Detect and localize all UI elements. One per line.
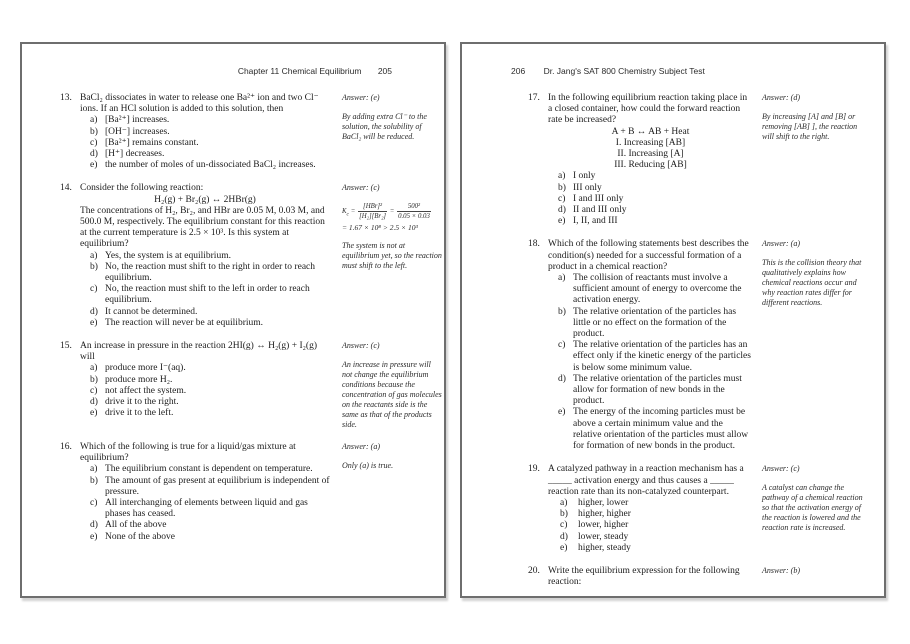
- choice-c: [80, 284, 330, 306]
- choice-letter: b): [90, 475, 98, 486]
- choice-text: The energy of the incoming particles must be above a certain minimum value and the relative orientation of the particles must allow for formation of new bonds in the product.: [573, 407, 749, 452]
- choice-text: higher, steady: [578, 542, 631, 553]
- fraction-expression: [358, 202, 387, 221]
- question-body: [548, 93, 753, 227]
- choice-letter: c): [558, 193, 566, 204]
- answer-margin: [762, 93, 868, 227]
- choice-text: [Ba²⁺] remains constant.: [105, 137, 199, 148]
- choice-letter: c): [90, 137, 98, 148]
- question-16: [60, 442, 444, 543]
- answer-label: Answer: (b): [762, 565, 800, 575]
- choice-text: All of the above: [105, 520, 167, 531]
- choice-c: [80, 138, 330, 149]
- choice-c: [548, 340, 753, 374]
- choice-text: higher, higher: [578, 509, 631, 520]
- choice-letter: a): [90, 363, 98, 374]
- fraction-denominator: 0.05 × 0.03: [398, 213, 430, 221]
- choice-letter: d): [558, 205, 566, 216]
- choice-b: [80, 375, 330, 386]
- page-number: 205: [377, 66, 392, 76]
- choice-d: [80, 397, 330, 408]
- answer-margin: [342, 442, 442, 543]
- choice-a: [80, 115, 330, 126]
- page-header-left: [22, 66, 444, 76]
- question-stem: BaCl₂ dissociates in water to release one Ba²⁺ ion and two Cl⁻ ions. If an HCl solution is added to this solution, then: [80, 93, 319, 115]
- choice-text: [Ba²⁺] increases.: [105, 115, 170, 126]
- choice-a: [548, 498, 753, 509]
- choice-text: drive it to the right.: [105, 397, 179, 408]
- choice-letter: b): [90, 261, 98, 272]
- question-stem: Which of the following is true for a liquid/gas mixture at equilibrium?: [80, 442, 296, 464]
- question-number: 20.: [528, 565, 540, 576]
- choice-letter: e): [90, 160, 98, 171]
- choice-letter: b): [90, 374, 98, 385]
- answer-label: Answer: (a): [762, 239, 800, 249]
- answer-note: Only (a) is true.: [342, 461, 394, 471]
- choice-b: [80, 262, 330, 284]
- page-header-right: [462, 66, 884, 76]
- choice-c: [80, 498, 330, 520]
- choice-text: II and III only: [573, 205, 627, 216]
- choice-text: III only: [573, 182, 602, 193]
- answer-margin: [342, 183, 442, 329]
- choice-text: [H⁺] decreases.: [105, 149, 165, 160]
- choice-text: not affect the system.: [105, 385, 187, 396]
- choice-text: All interchanging of elements between liquid and gas phases has ceased.: [105, 498, 308, 520]
- question-15: [60, 341, 444, 430]
- choice-letter: d): [90, 149, 98, 160]
- question-18: [528, 239, 884, 452]
- choice-text: lower, steady: [578, 531, 629, 542]
- equals-sign: =: [350, 208, 356, 216]
- roman-item-3: III. Reducing [AB]: [614, 160, 687, 171]
- question-stem: An increase in pressure in the reaction 2HI(g) ↔ H₂(g) + I₂(g) will: [80, 341, 317, 363]
- question-body: [548, 239, 753, 452]
- kc-subscript: c: [346, 211, 350, 218]
- choice-text: The reaction will never be at equilibrium.: [105, 317, 264, 328]
- answer-margin: [762, 464, 868, 554]
- choice-a: [80, 464, 330, 475]
- question-number: 14.: [60, 183, 72, 194]
- choice-letter: e): [558, 216, 566, 227]
- choice-e: [548, 543, 753, 554]
- choice-d: [80, 307, 330, 318]
- question-19: [528, 464, 884, 554]
- choice-letter: d): [90, 520, 98, 531]
- choice-b: [80, 127, 330, 138]
- choice-e: [80, 408, 330, 419]
- choice-letter: c): [90, 284, 98, 295]
- choice-letter: a): [90, 115, 98, 126]
- answer-note: An increase in pressure will not change the equilibrium conditions because the concentration of gas molecules on the reactants side is the same as that of the products side.: [342, 360, 442, 430]
- choice-text: The equilibrium constant is dependent on temperature.: [105, 464, 313, 475]
- answer-note: A catalyst can change the pathway of a chemical reaction so that the activation energy of the reaction is lowered and the reaction rate is increased.: [762, 483, 863, 533]
- answer-label: Answer: (a): [342, 442, 380, 452]
- choice-text: I and III only: [573, 193, 624, 204]
- choice-b: [548, 183, 753, 194]
- choice-letter: b): [558, 182, 566, 193]
- choice-letter: a): [90, 250, 98, 261]
- choice-letter: d): [558, 373, 566, 384]
- choice-b: [548, 509, 753, 520]
- choice-letter: b): [558, 306, 566, 317]
- question-17: [528, 93, 884, 227]
- kc-formula: [342, 202, 442, 233]
- answer-margin: [342, 93, 442, 171]
- choice-b: [548, 307, 753, 341]
- roman-item-2: II. Increasing [A]: [617, 149, 684, 160]
- question-body: [548, 464, 753, 554]
- answer-note: By adding extra Cl⁻ to the solution, the solubility of BaCl₂ will be reduced.: [342, 112, 427, 141]
- choice-text: It cannot be determined.: [105, 306, 198, 317]
- choice-d: [80, 520, 330, 531]
- question-body: [80, 442, 330, 543]
- book-page-left: [20, 42, 446, 598]
- choice-text: higher, lower: [578, 497, 629, 508]
- question-stem: In the following equilibrium reaction taking place in a closed container, how could the forward reaction rate be increased?: [548, 93, 748, 126]
- answer-note: By increasing [A] and [B] or removing [AB] ], the reaction will shift to the right.: [762, 112, 858, 141]
- choice-letter: d): [90, 306, 98, 317]
- question-stem: The concentrations of H₂, Br₂, and HBr are 0.05 M, 0.03 M, and 500.0 M, respectively. The equilibrium constant for this reaction at the current temperature is 2.5 × 10³. Is this system at equilibrium?: [80, 205, 325, 250]
- question-number: 16.: [60, 442, 72, 453]
- choice-a: [548, 171, 753, 182]
- question-number: 13.: [60, 93, 72, 103]
- choice-c: [548, 194, 753, 205]
- choice-letter: d): [90, 397, 98, 408]
- choice-text: lower, higher: [578, 520, 629, 531]
- choice-text: The collision of reactants must involve a sufficient amount of energy to overcome the activation energy.: [573, 273, 742, 306]
- answer-label: Answer: (c): [342, 183, 380, 193]
- formula-result: = 1.67 × 10⁸ > 2.5 × 10³: [342, 223, 418, 233]
- answer-label: Answer: (d): [762, 93, 800, 102]
- choice-text: No, the reaction must shift to the left in order to reach equilibrium.: [105, 284, 310, 306]
- question-stem: A catalyzed pathway in a reaction mechanism has a _____ activation energy and thus causes a _____ reaction rate than its non-catalyzed counterpart.: [548, 464, 744, 497]
- fraction-values: [397, 202, 431, 221]
- choice-text: The relative orientation of the particles has an effect only if the kinetic energy of the particles is below some minimum value.: [573, 340, 751, 373]
- page-content-left: [22, 93, 444, 543]
- question-number: 17.: [528, 93, 540, 103]
- choice-text: No, the reaction must shift to the right in order to reach equilibrium.: [105, 261, 315, 284]
- choice-c: [80, 386, 330, 397]
- answer-label: Answer: (e): [342, 93, 380, 102]
- choice-text: produce more H₂.: [105, 374, 173, 385]
- choice-e: [548, 216, 753, 227]
- choice-d: [548, 205, 753, 216]
- answer-note: This is the collision theory that qualitatively explains how chemical reactions occur and why reaction rates differ for different reactions.: [762, 258, 862, 308]
- answer-note: The system is not at equilibrium yet, so the reaction must shift to the left.: [342, 240, 442, 270]
- choice-e: [80, 160, 330, 171]
- question-stem: Consider the following reaction:: [80, 183, 204, 194]
- choice-text: [OH⁻] increases.: [105, 126, 170, 137]
- choice-text: The amount of gas present at equilibrium is independent of pressure.: [105, 475, 330, 497]
- choice-a: [80, 363, 330, 374]
- question-body: [80, 183, 330, 329]
- choice-e: [548, 407, 753, 452]
- choice-d: [80, 149, 330, 160]
- question-stem: Which of the following statements best describes the condition(s) needed for a successful formation of a product in a chemical reaction?: [548, 239, 749, 272]
- kc-symbol: K: [342, 208, 347, 216]
- answer-margin: [762, 566, 868, 588]
- choice-d: [548, 532, 753, 543]
- page-content-right: [462, 93, 884, 588]
- choice-c: [548, 520, 753, 531]
- question-body: [548, 566, 753, 588]
- fraction-numerator: 500²: [397, 202, 431, 212]
- question-20: [528, 566, 884, 588]
- choice-text: Yes, the system is at equilibrium.: [105, 250, 231, 261]
- answer-margin: [762, 239, 868, 452]
- book-page-right: [460, 42, 886, 598]
- choice-b: [80, 476, 330, 498]
- choice-letter: a): [558, 273, 566, 284]
- choice-a: [548, 273, 753, 307]
- question-number: 18.: [528, 239, 540, 250]
- question-number: 19.: [528, 464, 540, 475]
- reaction-equation: A + B ↔ AB + Heat: [611, 126, 690, 137]
- question-number: 15.: [60, 341, 72, 352]
- choice-text: I only: [573, 171, 596, 182]
- question-14: [60, 183, 444, 329]
- choice-letter: e): [90, 531, 98, 542]
- answer-label: Answer: (c): [762, 464, 800, 474]
- fraction-denominator: [H₂][Br₂]: [359, 213, 387, 221]
- choice-e: [80, 318, 330, 329]
- choice-letter: c): [90, 385, 98, 396]
- fraction-numerator: [HBr]²: [358, 202, 387, 212]
- choice-a: [80, 251, 330, 262]
- choice-text: I, II, and III: [573, 216, 618, 227]
- choice-letter: e): [560, 542, 568, 553]
- reaction-equation: H₂(g) + Br₂(g) ↔ 2HBr(g): [154, 194, 256, 205]
- book-title: Dr. Jang's SAT 800 Chemistry Subject Test: [543, 66, 705, 76]
- roman-item-1: I. Increasing [AB]: [615, 137, 686, 148]
- choice-text: produce more I⁻(aq).: [105, 363, 186, 374]
- choice-letter: b): [90, 126, 98, 137]
- choice-letter: e): [90, 408, 98, 419]
- choice-letter: c): [560, 520, 568, 531]
- choice-text: drive it to the left.: [105, 408, 174, 419]
- page-number: 206: [511, 66, 526, 76]
- choice-letter: e): [90, 317, 98, 328]
- choice-letter: a): [558, 171, 566, 182]
- question-body: [80, 341, 330, 430]
- choice-d: [548, 374, 753, 408]
- question-stem: Write the equilibrium expression for the following reaction:: [548, 565, 740, 588]
- choice-letter: c): [90, 498, 98, 509]
- choice-e: [80, 532, 330, 543]
- question-body: [80, 93, 330, 171]
- choice-text: None of the above: [105, 531, 175, 542]
- choice-text: The relative orientation of the particles must allow for formation of new bonds in the product.: [573, 373, 742, 407]
- choice-letter: a): [90, 464, 98, 475]
- equals-sign: =: [389, 208, 395, 216]
- choice-letter: a): [560, 497, 568, 508]
- choice-letter: d): [560, 531, 568, 542]
- choice-letter: c): [558, 340, 566, 351]
- answer-label: Answer: (c): [342, 341, 380, 351]
- choice-text: the number of moles of un-dissociated BaCl₂ increases.: [105, 160, 316, 171]
- question-13: [60, 93, 444, 171]
- chapter-title: Chapter 11 Chemical Equilibrium: [237, 66, 362, 76]
- answer-margin: [342, 341, 442, 430]
- choice-text: The relative orientation of the particles has little or no effect on the formation of the product.: [573, 306, 737, 340]
- choice-letter: e): [558, 407, 566, 418]
- choice-letter: b): [560, 509, 568, 520]
